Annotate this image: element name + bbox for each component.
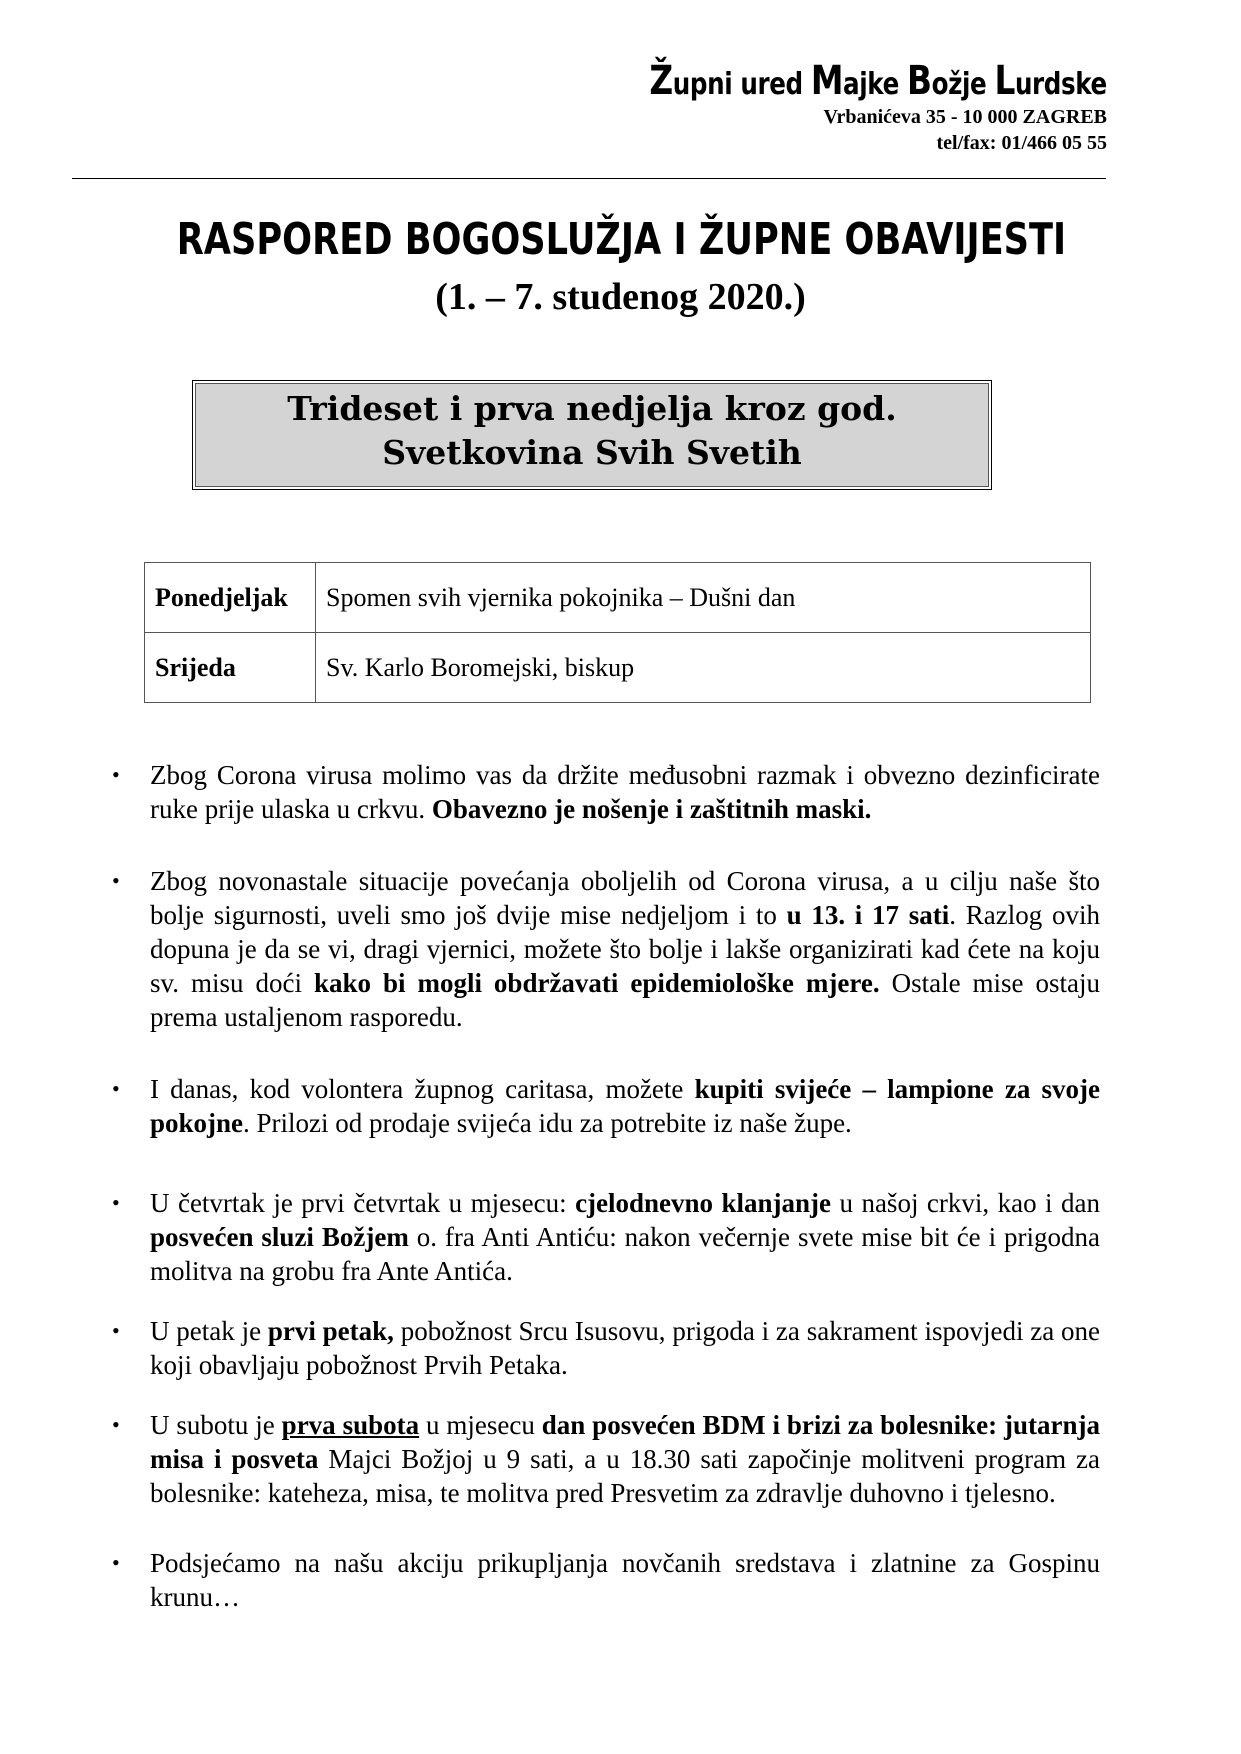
notice-emphasis: kupiti svijeće – lampione za svoje pokojne — [150, 1074, 1100, 1138]
parish-name-part: urdske — [1015, 67, 1107, 102]
header-divider — [72, 178, 1106, 179]
notice-text: u mjesecu — [419, 1410, 542, 1440]
notice-text: U četvrtak je prvi četvrtak u mjesecu: — [150, 1188, 576, 1218]
parish-name-part: upni ured — [673, 67, 812, 102]
notice-emphasis: posvećen sluzi Božjem — [150, 1222, 409, 1252]
phone: tel/fax: 01/466 05 55 — [936, 132, 1107, 154]
table-row — [145, 633, 1091, 703]
bullet-icon: • — [112, 1550, 120, 1575]
address: Vrbanićeva 35 - 10 000 ZAGREB — [823, 106, 1107, 128]
notice-text: u našoj crkvi, kao i dan — [831, 1188, 1100, 1218]
bullet-icon: • — [112, 1412, 120, 1437]
date-range: (1. – 7. studenog 2020.) — [435, 276, 806, 318]
letterhead — [549, 58, 1107, 156]
notice-item — [100, 1072, 1100, 1140]
notice-emphasis: dan posvećen BDM i brizi za bolesnike: jutarnja misa i posveta — [150, 1410, 1100, 1474]
notice-text: Ostale mise ostaju prema ustaljenom rasporedu. — [150, 968, 1100, 1032]
notice-emphasis: prva subota — [281, 1410, 420, 1440]
bullet-icon: • — [112, 762, 120, 787]
notice-emphasis: Obavezno je nošenje i zaštitnih maski. — [431, 794, 872, 824]
notice-item — [100, 1546, 1100, 1614]
notice-text: pobožnost Srcu Isusovu, prigoda i za sakrament ispovjedi za one koji obavljaju pobožnost Prvih Petaka. — [150, 1316, 1100, 1380]
parish-name — [649, 58, 1107, 104]
notice-text: Podsjećamo na našu akciju prikupljanja novčanih sredstava i zlatnine za Gospinu krunu… — [150, 1548, 1100, 1612]
parish-name-initial: M — [811, 58, 844, 104]
notice-text: Majci Božjoj u 9 sati, a u 18.30 sati započinje molitveni program za bolesnike: kateheza, misa, te molitva pred Presvetim za zdravlje duhovno i tjelesno. — [150, 1444, 1101, 1508]
notice-list — [100, 758, 1100, 1614]
bullet-icon: • — [112, 868, 120, 893]
notice-item — [100, 1314, 1100, 1382]
parish-name-part: ožje — [931, 67, 995, 102]
notice-text: . Prilozi od prodaje svijeća idu za potrebite iz naše župe. — [243, 1108, 852, 1138]
notice-text: U subotu je — [150, 1410, 282, 1440]
table-row — [145, 563, 1091, 633]
bullet-icon: • — [112, 1076, 120, 1101]
notice-text: I danas, kod volontera župnog caritasa, možete — [150, 1074, 695, 1104]
feast-day: Ponedjeljak — [145, 563, 316, 633]
feast-day: Srijeda — [145, 633, 316, 703]
notice-emphasis: kako bi mogli obdržavati epidemiološke mjere. — [313, 968, 880, 998]
notice-text: Zbog Corona virusa molimo vas da držite međusobni razmak i obvezno dezinficirate ruke prije ulaska u crkvu. — [150, 760, 1100, 824]
sunday-feast: Svetkovina Svih Svetih — [382, 433, 802, 472]
parish-name-initial: Ž — [649, 58, 674, 104]
feast-description: Spomen svih vjernika pokojnika – Dušni dan — [316, 563, 1091, 633]
bullet-icon: • — [112, 1190, 120, 1215]
notice-item — [100, 1408, 1100, 1510]
notice-emphasis: cjelodnevno klanjanje — [575, 1188, 832, 1218]
parish-name-part: ajke — [843, 67, 908, 102]
page-title: RASPORED BOGOSLUŽJA I ŽUPNE OBAVIJESTI — [176, 214, 1067, 265]
parish-name-initial: L — [994, 58, 1016, 104]
notice-text: o. fra Anti Antiću: nakon večernje svete mise bit će i prigodna molitva na grobu fra Ante Antića. — [150, 1222, 1101, 1286]
notice-text: U petak je — [150, 1316, 268, 1346]
notice-text: Zbog novonastale situacije povećanja oboljelih od Corona virusa, a u cilju naše što bolje sigurnosti, uveli smo još dvije mise nedjeljom i to — [150, 866, 1100, 930]
notice-item — [100, 1186, 1100, 1288]
notice-emphasis: u 13. i 17 sati — [786, 900, 950, 930]
parish-name-initial: B — [907, 58, 932, 104]
notice-emphasis: prvi petak, — [267, 1316, 394, 1346]
notice-item — [100, 758, 1100, 826]
notice-text: . Razlog ovih dopuna je da se vi, dragi vjernici, možete što bolje i lakše organizirati kad ćete na koju sv. misu doći — [150, 900, 1100, 998]
notice-item — [100, 864, 1100, 1034]
sunday-box — [192, 380, 992, 490]
sunday-title: Trideset i prva nedjelja kroz god. — [287, 389, 897, 428]
feast-table — [144, 562, 1091, 703]
feast-description: Sv. Karlo Boromejski, biskup — [316, 633, 1091, 703]
bullet-icon: • — [112, 1318, 120, 1343]
